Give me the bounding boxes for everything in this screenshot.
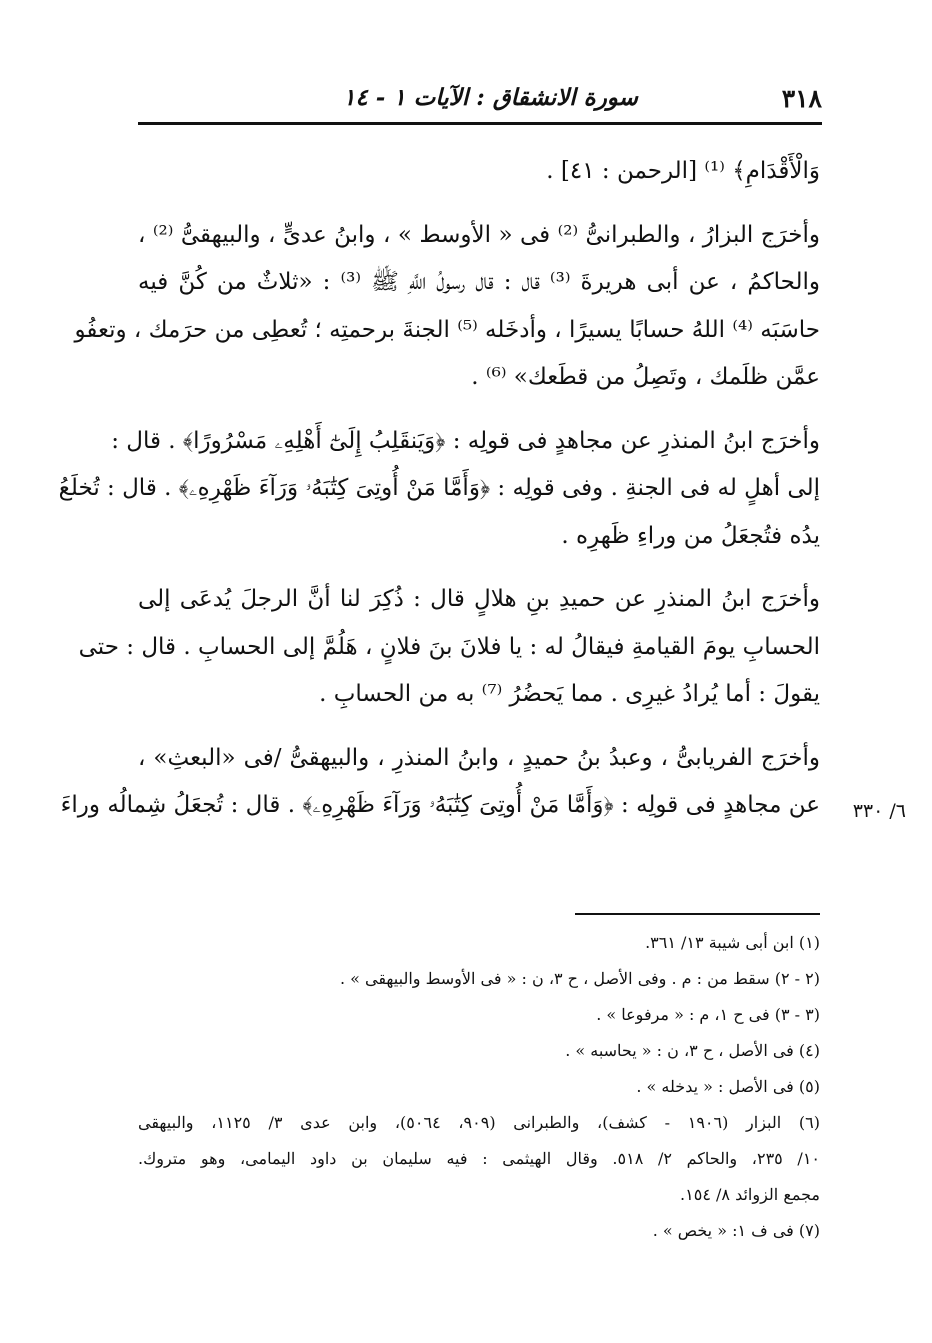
footnote: (٦) البزار (١٩٠٦ - كشف)، والطبرانى (٩٠٩، ٥٠٦٤)، وابن عدى ٣/ ١١٢٥، والبيهقى <box>138 1113 821 1132</box>
margin-reference: ٦/ ٣٣٠ <box>852 800 906 822</box>
text-line: وَالْأَقْدَامِ﴾ ⁽¹⁾ [الرحمن : ٤١] . <box>546 158 820 184</box>
text-line: الحسابِ يومَ القيامةِ فيقالُ له : يا فلانَ بنَ فلانٍ ، هَلُمَّ إلى الحسابِ . قال : حتى <box>78 633 820 660</box>
text-line: عمَّن ظلَمك ، وتَصِلُ من قطَعك» ⁽⁶⁾ . <box>471 364 820 390</box>
text-line: إلى أهلٍ له فى الجنةِ . وفى قولِه : ﴿وَأَمَّا مَنْ أُوتِىَ كِتَٰبَهُۥ وَرَآءَ ظَهْرِهِۦ﴾ . قال : تُخلَعُ <box>58 475 820 501</box>
footnote: (١) ابن أبى شيبة ١٣/ ٣٦١. <box>645 933 820 952</box>
text-line: عن مجاهدٍ فى قولِه : ﴿وَأَمَّا مَنْ أُوتِىَ كِتَٰبَهُۥ وَرَآءَ ظَهْرِهِۦ﴾ . قال : تُجعَلُ شِمالُه وراءَ <box>60 792 820 818</box>
footnote: (٥) فى الأصل : « يدخله » . <box>636 1077 820 1096</box>
text-line: وأخرَج ابنُ المنذرِ عن حميدِ بنِ هلالٍ قال : ذُكِرَ لنا أنَّ الرجلَ يُدعَى إلى <box>138 586 820 612</box>
text-line: والحاكمُ ، عن أبى هريرةَ ⁽³⁾ قال : قال رسولُ اللَّهِ ﷺ ⁽³⁾ : «ثلاثٌ من كُنَّ فيه <box>138 269 821 295</box>
footnote-continuation: ١٠/ ٢٣٥، والحاكم ٢/ ٥١٨. وقال الهيثمى : فيه سليمان بن داود اليمامى، وهو متروك. <box>138 1149 820 1168</box>
running-title: سورة الانشقاق : الآيات ١ - ١٤ <box>343 84 638 111</box>
footnote-continuation: مجمع الزوائد ٨/ ١٥٤. <box>680 1185 820 1204</box>
text-line: وأخرَج ابنُ المنذرِ عن مجاهدٍ فى قولِه : ﴿وَيَنقَلِبُ إِلَىٰٓ أَهْلِهِۦ مَسْرُورًا﴾ . قال : <box>111 427 820 454</box>
header-rule <box>138 122 822 125</box>
text-line: يدُه فتُجعَلُ من وراءِ ظَهرِه . <box>561 522 820 549</box>
page-header <box>138 78 822 118</box>
page-number: ٣١٨ <box>781 84 822 113</box>
footnotes <box>138 925 820 1249</box>
text-line: يقولَ : أما يُرادُ غيرِى . مما يَحضُرُ ⁽⁷⁾ به من الحسابِ . <box>319 681 820 707</box>
footnote: (٢ - ٢) سقط من : م . وفى الأصل ، ح ٣، ن : « فى الأوسط والبيهقى » . <box>339 969 820 988</box>
main-text <box>58 148 821 830</box>
footnote: (٤) فى الأصل ، ح ٣، ن : « يحاسبه » . <box>565 1041 820 1060</box>
text-line: وأخرَج الفريابىُّ ، وعبدُ بنُ حميدٍ ، وابنُ المنذرِ ، والبيهقىُّ /فى «البعثِ» ، <box>138 744 820 771</box>
text-line: وأخرَج البزارُ ، والطبرانىُّ ⁽²⁾ فى « الأوسط » ، وابنُ عدىٍّ ، والبيهقىُّ ⁽²⁾ ، <box>138 221 821 248</box>
footnote: (٧) فى ف ١: « يخص » . <box>652 1221 820 1240</box>
footnote: (٣ - ٣) فى ح ١، م : « مرفوعا » . <box>596 1005 820 1024</box>
footnote-rule <box>575 913 820 915</box>
text-line: حاسَبَه ⁽⁴⁾ اللهُ حسابًا يسيرًا ، وأدخَله ⁽⁵⁾ الجنةَ برحمتِه ؛ تُعطِى من حرَمك ، وتعفُو <box>74 316 820 343</box>
